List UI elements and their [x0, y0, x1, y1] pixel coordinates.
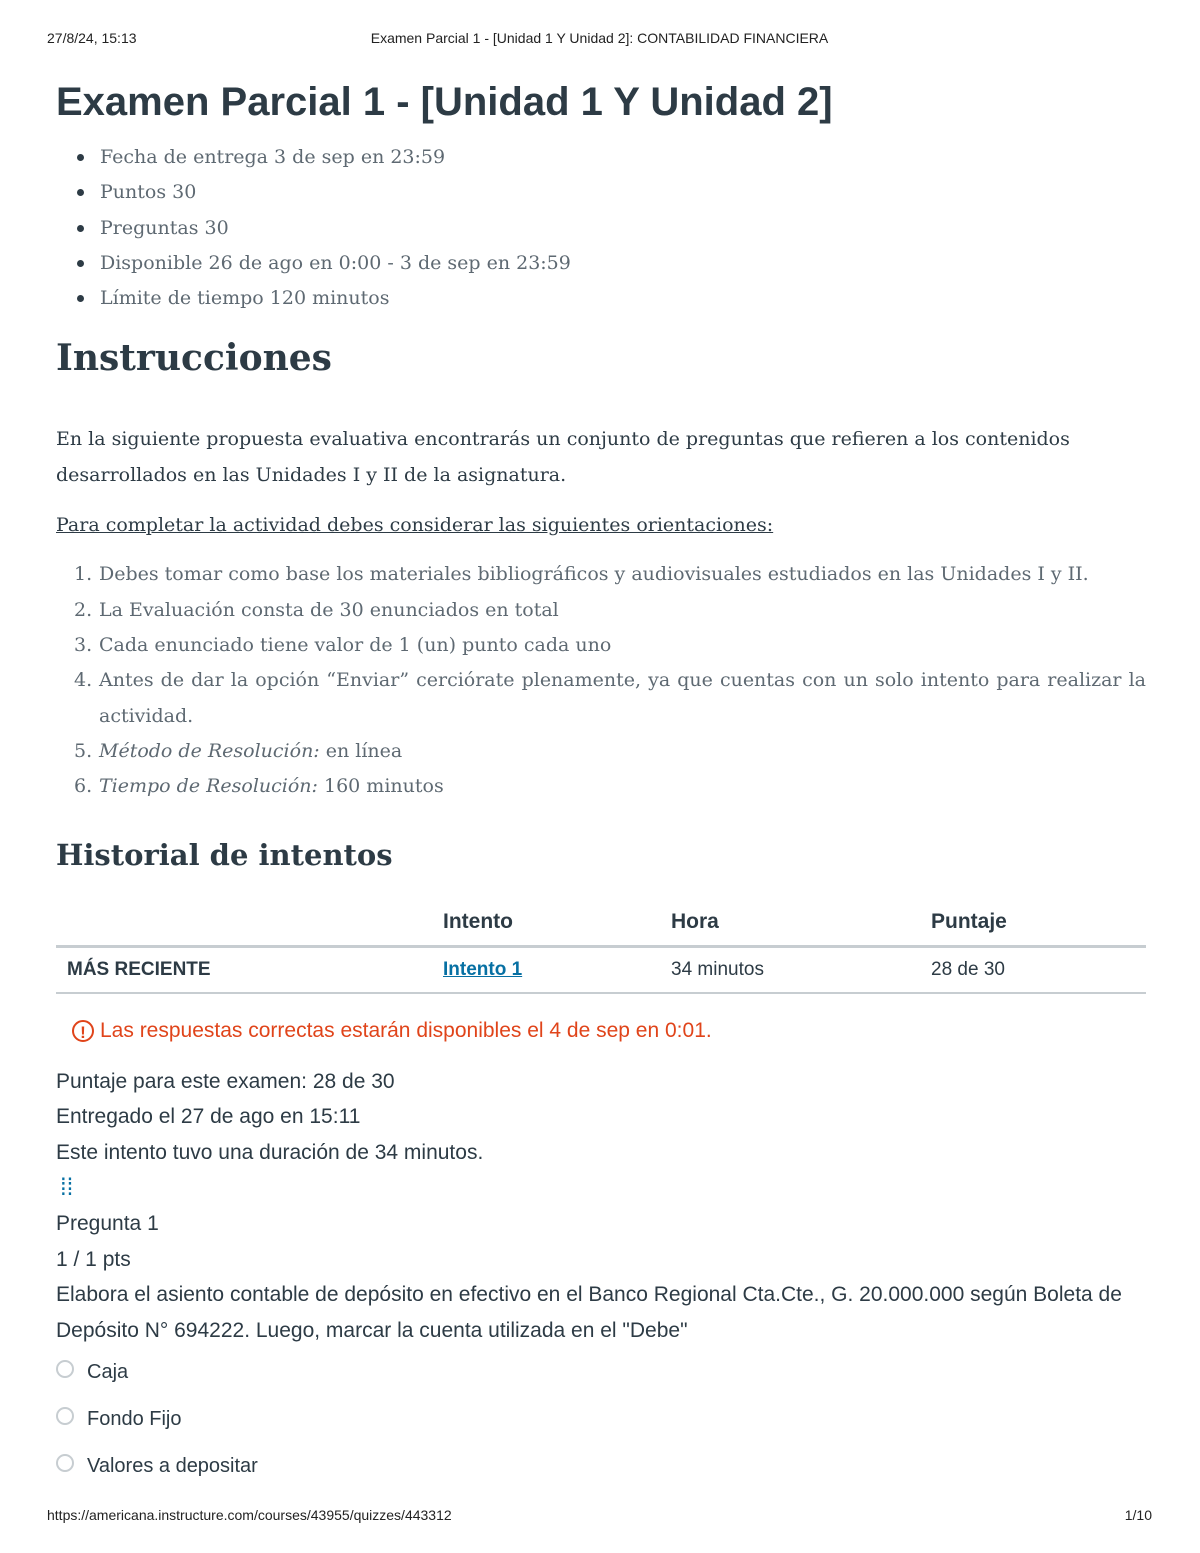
question-points: 1 / 1 pts [56, 1247, 131, 1271]
rules-list [56, 557, 1146, 804]
orientations-label: Para completar la actividad debes considerar las siguientes orientaciones: [56, 514, 774, 537]
question-title: Pregunta 1 [56, 1212, 159, 1236]
notice-text: Las respuestas correctas estarán disponibles el 4 de sep en 0:01. [100, 1018, 712, 1042]
quiz-title: Examen Parcial 1 - [Unidad 1 Y Unidad 2] [56, 80, 833, 124]
print-footer [47, 1507, 1152, 1529]
radio-icon[interactable] [56, 1407, 74, 1425]
answer-list [56, 1358, 1146, 1499]
attempt-1-link[interactable]: Intento 1 [443, 958, 523, 980]
rule-item: 2. La Evaluación consta de 30 enunciados en total [74, 598, 559, 621]
column-header-score: Puntaje [931, 899, 1146, 947]
submitted-at: Entregado el 27 de ago en 15:11 [56, 1105, 361, 1129]
instructions-heading: Instrucciones [56, 337, 332, 380]
rule-item: 4. Antes de dar la opción “Enviar” cerciórate plenamente, ya que cuentas con un solo intento para realizar la actividad. [74, 669, 1146, 727]
table-row [56, 946, 1146, 993]
rule-item: 6. Tiempo de Resolución: 160 minutos [74, 775, 444, 798]
print-url: https://americana.instructure.com/courses/43955/quizzes/443312 [47, 1507, 452, 1523]
warning-icon: ! [72, 1020, 94, 1042]
radio-icon[interactable] [56, 1454, 74, 1472]
attempt-time: 34 minutos [671, 946, 931, 993]
rule-item: 5. Método de Resolución: en línea [74, 739, 403, 762]
bullet-icon [77, 295, 84, 302]
print-date: 27/8/24, 15:13 [47, 30, 137, 46]
answer-option[interactable] [56, 1452, 1146, 1499]
correct-answers-notice [72, 1016, 1146, 1046]
print-header [47, 30, 1152, 52]
column-header-time: Hora [671, 899, 931, 947]
answer-option[interactable] [56, 1405, 1146, 1452]
page-number: 1/10 [1124, 1507, 1152, 1523]
detail-due-date: Fecha de entrega 3 de sep en 23:59 [76, 140, 1146, 175]
answer-label: Fondo Fijo [87, 1408, 182, 1431]
detail-time-limit: Límite de tiempo 120 minutos [76, 281, 1146, 316]
attempt-history-heading: Historial de intentos [56, 837, 393, 872]
table-header-row [56, 899, 1146, 947]
column-header-blank [56, 899, 443, 947]
instructions-intro: En la siguiente propuesta evaluativa encontrarás un conjunto de preguntas que refieren a los contenidos desarrollados en las Unidades I y II de la asignatura. [56, 428, 1070, 486]
answer-label: Valores a depositar [87, 1455, 258, 1478]
rule-item: 1. Debes tomar como base los materiales bibliográficos y audiovisuales estudiados en las Unidades I y II. [74, 563, 1089, 586]
column-header-attempt: Intento [443, 899, 671, 947]
quiz-details-list [56, 140, 1146, 316]
bullet-icon [77, 154, 84, 161]
radio-icon[interactable] [56, 1360, 74, 1378]
detail-available: Disponible 26 de ago en 0:00 - 3 de sep en 23:59 [76, 246, 1146, 281]
most-recent-label: MÁS RECIENTE [56, 946, 443, 993]
detail-questions: Preguntas 30 [76, 211, 1146, 246]
answer-option[interactable] [56, 1358, 1146, 1405]
bullet-icon [77, 260, 84, 267]
attempt-duration: Este intento tuvo una duración de 34 minutos. [56, 1140, 484, 1164]
bullet-icon [77, 225, 84, 232]
bullet-icon [77, 189, 84, 196]
rule-item: 3. Cada enunciado tiene valor de 1 (un) punto cada uno [74, 634, 612, 657]
drag-handle-icon[interactable]: ⁞⁞ [60, 1174, 74, 1202]
quiz-content [56, 70, 1146, 1499]
attempt-score: 28 de 30 [931, 946, 1146, 993]
question-text: Elabora el asiento contable de depósito en efectivo en el Banco Regional Cta.Cte., G. 20.000.000 según Boleta de Depósito N° 694222. Luego, marcar la cuenta utilizada en el "Debe" [56, 1283, 1122, 1342]
quiz-score: Puntaje para este examen: 28 de 30 [56, 1069, 395, 1093]
attempt-summary [56, 1064, 1146, 1349]
attempt-history-table [56, 899, 1146, 994]
print-document-title: Examen Parcial 1 - [Unidad 1 Y Unidad 2]: CONTABILIDAD FINANCIERA [370, 30, 829, 46]
detail-points: Puntos 30 [76, 175, 1146, 210]
answer-label: Caja [87, 1361, 129, 1384]
